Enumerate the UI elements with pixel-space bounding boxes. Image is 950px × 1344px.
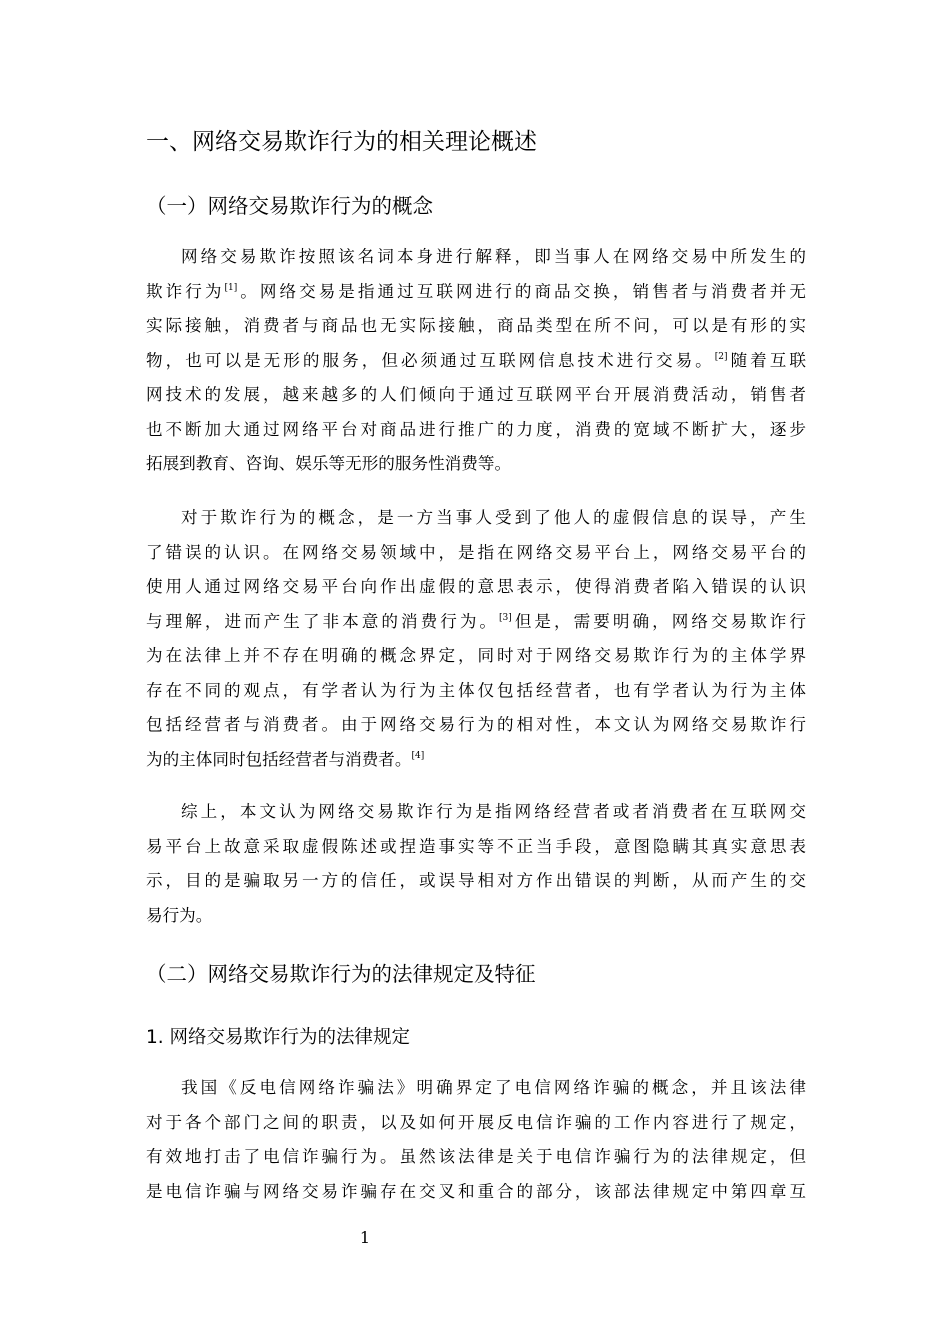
chapter-heading: 一、网络交易欺诈行为的相关理论概述 [146,129,537,155]
paragraph-line: 包括经营者与消费者。由于网络交易行为的相对性，本文认为网络交易欺诈行 [146,715,806,734]
paragraph-line: 有效地打击了电信诈骗行为。虽然该法律是关于电信诈骗行为的法律规定，但 [146,1147,806,1166]
paragraph-line: 易平台上故意采取虚假陈述或捏造事实等不正当手段，意图隐瞒其真实意思表 [146,836,806,856]
paragraph-line: 是电信诈骗与网络交易诈骗存在交叉和重合的部分，该部法律规定中第四章互 [146,1181,806,1201]
paragraph-line: 对于欺诈行为的概念，是一方当事人受到了他人的虚假信息的误导，产生 [181,508,806,527]
paragraph-4 [146,1071,806,1209]
citation-ref: [3] [499,612,512,623]
paragraph-line: 欺诈行为[1]。网络交易是指通过互联网进行的商品交换，销售者与消费者并无 [146,281,807,301]
paragraph-line: 使用人通过网络交易平台向作出虚假的意思表示，使得消费者陷入错误的认识 [146,577,806,596]
paragraph-1 [146,240,806,482]
page-number: 1 [359,1228,371,1247]
paragraph-line: 易行为。 [146,905,213,925]
paragraph-line: 网技术的发展，越来越多的人们倾向于通过互联网平台开展消费活动，销售者 [146,385,806,404]
paragraph-line: 我国《反电信网络诈骗法》明确界定了电信网络诈骗的概念，并且该法律 [181,1078,806,1097]
paragraph-line: 实际接触，消费者与商品也无实际接触，商品类型在所不问，可以是有形的实 [146,316,806,335]
paragraph-line: 为在法律上并不存在明确的概念界定，同时对于网络交易欺诈行为的主体学界 [146,646,806,665]
paragraph-line: 存在不同的观点，有学者认为行为主体仅包括经营者，也有学者认为行为主体 [146,680,806,700]
paragraph-line: 为的主体同时包括经营者与消费者。[4] [146,749,425,769]
paragraph-line: 拓展到教育、咨询、娱乐等无形的服务性消费等。 [146,454,512,473]
paragraph-3 [146,795,806,933]
citation-ref: [2] [714,351,728,362]
section-heading-2: （二）网络交易欺诈行为的法律规定及特征 [146,962,536,986]
paragraph-line: 了错误的认识。在网络交易领域中，是指在网络交易平台上，网络交易平台的 [146,542,806,562]
citation-ref: [1] [224,282,238,293]
citation-ref: [4] [411,750,425,761]
section-heading-1: （一）网络交易欺诈行为的概念 [146,194,433,218]
paragraph-line: 与理解，进而产生了非本意的消费行为。[3]但是，需要明确，网络交易欺诈行 [146,611,807,631]
paragraph-line: 综上，本文认为网络交易欺诈行为是指网络经营者或者消费者在互联网交 [181,802,806,821]
paragraph-line: 也不断加大通过网络平台对商品进行推广的力度，消费的宽域不断扩大，逐步 [146,419,806,439]
subsection-heading: 1. 网络交易欺诈行为的法律规定 [146,1027,411,1048]
paragraph-2 [146,501,806,777]
paragraph-line: 物，也可以是无形的服务，但必须通过互联网信息技术进行交易。[2]随着互联 [146,350,807,370]
paragraph-line: 示，目的是骗取另一方的信任，或误导相对方作出错误的判断，从而产生的交 [146,871,806,890]
paragraph-line: 对于各个部门之间的职责，以及如何开展反电信诈骗的工作内容进行了规定， [146,1112,806,1132]
paragraph-line: 网络交易欺诈按照该名词本身进行解释，即当事人在网络交易中所发生的 [181,247,806,266]
